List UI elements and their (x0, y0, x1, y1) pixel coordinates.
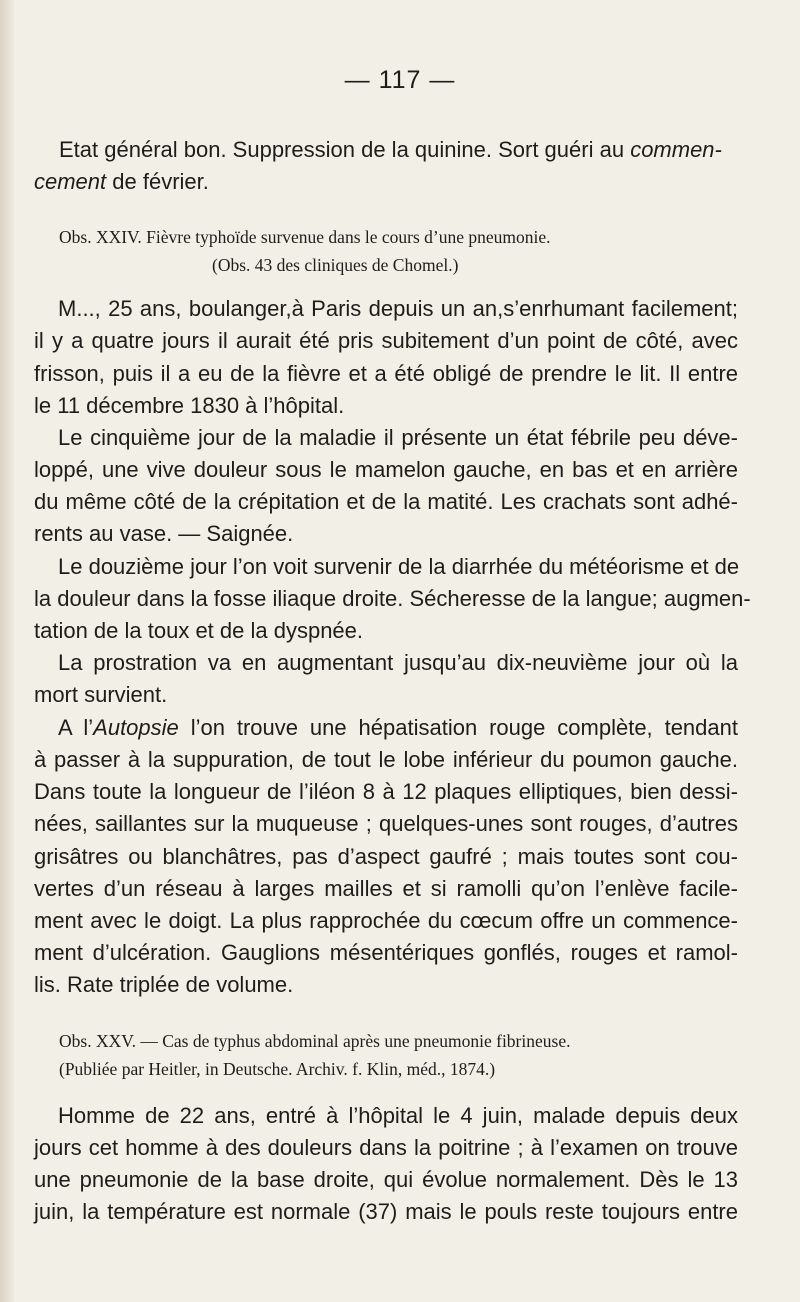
obs24-title-1: Obs. XXIV. Fièvre typhoïde survenue dans le cours d’une pneumonie. (59, 227, 551, 247)
obs24-line-10: la douleur dans la fosse iliaque droite. Sécheresse de la langue; augmen- (34, 586, 751, 611)
obs24-line-8: rents au vase. — Saignée. (34, 521, 294, 546)
obs24-line-1: M..., 25 ans, boulanger,à Paris depuis un an,s’enrhumant facilement; (58, 296, 738, 321)
intro-text-1: Etat général bon. Suppression de la quinine. Sort guéri au (59, 137, 625, 162)
intro-line-2 (34, 170, 209, 194)
obs24-line-12: La prostration va en augmentant jusqu’au dix-neuvième jour où la (58, 650, 738, 675)
intro-text-2: de février. (112, 169, 209, 194)
obs25-line-1: Homme de 22 ans, entré à l’hôpital le 4 juin, malade depuis deux (58, 1103, 738, 1128)
obs24-autopsy-line (58, 716, 738, 740)
obs24-line-19: vertes d’un réseau à larges mailles et si ramolli qu’on l’enlève facile- (34, 876, 738, 901)
obs25-title-1: Obs. XXV. — Cas de typhus abdominal après une pneumonie fibrineuse. (59, 1031, 571, 1051)
obs24-line-18: grisâtres ou blanchâtres, pas d’aspect gaufré ; mais toutes sont cou- (34, 844, 738, 869)
obs24-line-6: loppé, une vive douleur sous le mamelon gauche, en bas et en arrière (34, 457, 738, 482)
obs24-title-2: (Obs. 43 des cliniques de Chomel.) (212, 255, 459, 275)
obs24-line-2: il y a quatre jours il aurait été pris subitement d’un point de côté, avec (34, 328, 738, 353)
obs24-line-15: à passer à la suppuration, de tout le lobe inférieur du poumon gauche. (34, 747, 738, 772)
obs24-line-20: ment avec le doigt. La plus rapprochée du cœcum offre un commence- (34, 908, 738, 933)
autopsy-prefix: A l’ (58, 715, 94, 740)
obs24-line-16: Dans toute la longueur de l’iléon 8 à 12 plaques elliptiques, bien dessi- (34, 779, 738, 804)
obs24-line-5: Le cinquième jour de la maladie il présente un état fébrile peu déve- (58, 425, 738, 450)
obs25-line-2: jours cet homme à des douleurs dans la poitrine ; à l’examen on trouve (34, 1135, 738, 1160)
obs24-line-7: du même côté de la crépitation et de la matité. Les crachats sont adhé- (34, 489, 738, 514)
obs24-line-17: nées, saillantes sur la muqueuse ; quelques-unes sont rouges, d’autres (34, 811, 738, 836)
obs24-line-9: Le douzième jour l’on voit survenir de la diarrhée du météorisme et de (58, 554, 740, 579)
obs24-line-13: mort survient. (34, 682, 168, 707)
autopsy-word: Autopsie (93, 715, 179, 740)
intro-line-1 (59, 138, 739, 162)
page-number: — 117 — (344, 66, 456, 94)
obs25-line-4: juin, la température est normale (37) mais le pouls reste toujours entre (34, 1199, 738, 1224)
intro-italic-2: cement (34, 169, 107, 194)
obs24-line-22: lis. Rate triplée de volume. (34, 972, 294, 997)
obs24-line-21: ment d’ulcération. Gauglions mésentériques gonflés, rouges et ramol- (34, 940, 738, 965)
obs24-line-4: le 11 décembre 1830 à l’hôpital. (34, 393, 345, 418)
autopsy-rest: l’on trouve une hépatisation rouge complète, tendant (178, 715, 738, 740)
page-edge (0, 0, 14, 1302)
intro-italic-1: commen- (630, 137, 722, 162)
obs25-title-2: (Publiée par Heitler, in Deutsche. Archiv. f. Klin, méd., 1874.) (59, 1059, 496, 1079)
obs24-line-11: tation de la toux et de la dyspnée. (34, 618, 364, 643)
obs24-line-3: frisson, puis il a eu de la fièvre et a été obligé de prendre le lit. Il entre (34, 361, 738, 386)
obs25-line-3: une pneumonie de la base droite, qui évolue normalement. Dès le 13 (34, 1167, 738, 1192)
